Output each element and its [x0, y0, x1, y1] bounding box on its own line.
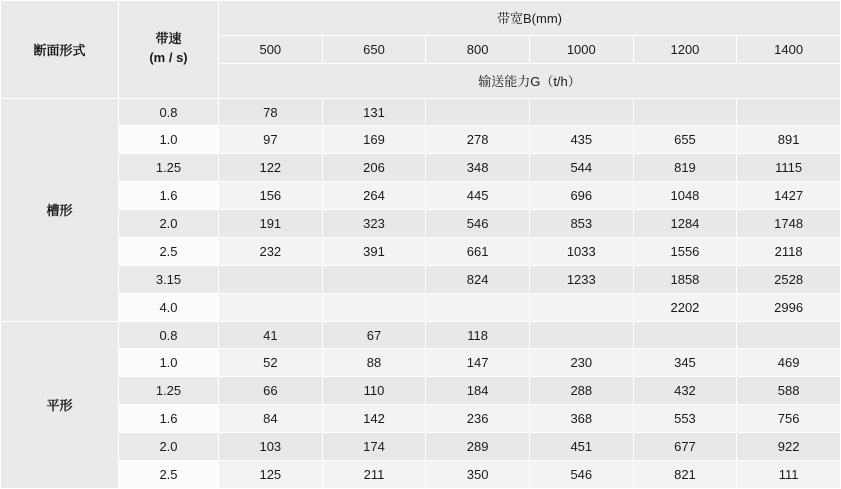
speed-value: 0.8 — [119, 321, 219, 349]
capacity-cell: 2996 — [737, 293, 841, 321]
header-width-1000: 1000 — [529, 35, 633, 63]
capacity-cell: 78 — [219, 98, 323, 126]
capacity-cell: 469 — [737, 349, 841, 377]
speed-value: 1.0 — [119, 349, 219, 377]
capacity-cell: 84 — [219, 405, 323, 433]
capacity-cell: 345 — [633, 349, 737, 377]
capacity-cell: 1033 — [529, 237, 633, 265]
capacity-cell — [737, 98, 841, 126]
speed-value: 2.0 — [119, 433, 219, 461]
capacity-cell: 546 — [426, 210, 530, 238]
capacity-cell — [219, 265, 323, 293]
capacity-cell: 278 — [426, 126, 530, 154]
capacity-cell — [322, 265, 426, 293]
capacity-cell: 288 — [529, 377, 633, 405]
capacity-cell: 236 — [426, 405, 530, 433]
capacity-cell: 41 — [219, 321, 323, 349]
capacity-cell: 391 — [322, 237, 426, 265]
capacity-cell: 891 — [737, 126, 841, 154]
speed-value: 3.15 — [119, 265, 219, 293]
capacity-cell — [529, 321, 633, 349]
table-row — [1, 405, 841, 433]
header-width-800: 800 — [426, 35, 530, 63]
capacity-cell: 435 — [529, 126, 633, 154]
capacity-cell: 147 — [426, 349, 530, 377]
capacity-cell — [529, 98, 633, 126]
header-width-1200: 1200 — [633, 35, 737, 63]
header-width-500: 500 — [219, 35, 323, 63]
speed-value: 4.0 — [119, 293, 219, 321]
capacity-cell: 323 — [322, 210, 426, 238]
capacity-cell: 824 — [426, 265, 530, 293]
header-belt-width-group: 带宽B(mm) — [219, 1, 841, 36]
capacity-cell: 553 — [633, 405, 737, 433]
table-row — [1, 237, 841, 265]
header-capacity-label: 输送能力G（t/h） — [219, 63, 841, 98]
speed-value: 1.25 — [119, 154, 219, 182]
speed-value: 2.5 — [119, 460, 219, 488]
capacity-cell: 348 — [426, 154, 530, 182]
capacity-cell: 853 — [529, 210, 633, 238]
table-row — [1, 321, 841, 349]
capacity-cell: 52 — [219, 349, 323, 377]
capacity-cell: 289 — [426, 433, 530, 461]
table-row — [1, 433, 841, 461]
capacity-cell: 677 — [633, 433, 737, 461]
group-label-flat: 平形 — [1, 321, 119, 488]
capacity-cell: 110 — [322, 377, 426, 405]
table-row — [1, 210, 841, 238]
capacity-cell — [322, 293, 426, 321]
capacity-cell: 588 — [737, 377, 841, 405]
table-row — [1, 182, 841, 210]
capacity-cell — [426, 293, 530, 321]
table-row — [1, 265, 841, 293]
capacity-cell: 125 — [219, 460, 323, 488]
capacity-cell — [219, 293, 323, 321]
speed-value: 0.8 — [119, 98, 219, 126]
capacity-cell: 655 — [633, 126, 737, 154]
header-width-650: 650 — [322, 35, 426, 63]
table-row — [1, 377, 841, 405]
capacity-cell: 142 — [322, 405, 426, 433]
header-section-shape: 断面形式 — [1, 1, 119, 99]
speed-value: 1.0 — [119, 126, 219, 154]
table-header-row-1 — [1, 1, 841, 36]
header-belt-speed-line2: (m / s) — [149, 50, 188, 66]
capacity-cell: 819 — [633, 154, 737, 182]
capacity-cell: 1284 — [633, 210, 737, 238]
capacity-cell: 230 — [529, 349, 633, 377]
capacity-cell: 156 — [219, 182, 323, 210]
capacity-cell: 696 — [529, 182, 633, 210]
capacity-cell — [633, 321, 737, 349]
capacity-cell — [426, 98, 530, 126]
capacity-cell: 451 — [529, 433, 633, 461]
capacity-cell: 111 — [737, 460, 841, 488]
capacity-cell: 1233 — [529, 265, 633, 293]
table-row — [1, 98, 841, 126]
capacity-cell: 756 — [737, 405, 841, 433]
capacity-cell: 661 — [426, 237, 530, 265]
speed-value: 2.0 — [119, 210, 219, 238]
header-belt-speed — [119, 1, 219, 99]
capacity-cell: 131 — [322, 98, 426, 126]
capacity-cell: 66 — [219, 377, 323, 405]
capacity-cell: 122 — [219, 154, 323, 182]
capacity-cell: 922 — [737, 433, 841, 461]
capacity-cell: 368 — [529, 405, 633, 433]
capacity-cell: 88 — [322, 349, 426, 377]
capacity-cell: 103 — [219, 433, 323, 461]
capacity-cell — [633, 98, 737, 126]
capacity-cell: 1748 — [737, 210, 841, 238]
capacity-cell: 169 — [322, 126, 426, 154]
capacity-cell: 184 — [426, 377, 530, 405]
capacity-cell: 232 — [219, 237, 323, 265]
capacity-cell: 2528 — [737, 265, 841, 293]
capacity-cell: 264 — [322, 182, 426, 210]
capacity-cell: 546 — [529, 460, 633, 488]
capacity-cell: 821 — [633, 460, 737, 488]
capacity-cell: 350 — [426, 460, 530, 488]
capacity-cell: 174 — [322, 433, 426, 461]
capacity-cell: 97 — [219, 126, 323, 154]
speed-value: 1.25 — [119, 377, 219, 405]
capacity-cell: 2202 — [633, 293, 737, 321]
capacity-cell: 211 — [322, 460, 426, 488]
capacity-cell — [529, 293, 633, 321]
capacity-cell: 1427 — [737, 182, 841, 210]
group-label-trough: 槽形 — [1, 98, 119, 321]
capacity-cell: 544 — [529, 154, 633, 182]
speed-value: 1.6 — [119, 182, 219, 210]
capacity-cell: 2118 — [737, 237, 841, 265]
capacity-cell: 67 — [322, 321, 426, 349]
table-row — [1, 460, 841, 488]
capacity-cell: 191 — [219, 210, 323, 238]
header-belt-speed-line1: 带速 — [155, 31, 182, 47]
table-row — [1, 293, 841, 321]
table-row — [1, 154, 841, 182]
table-row — [1, 349, 841, 377]
capacity-cell: 1858 — [633, 265, 737, 293]
speed-value: 1.6 — [119, 405, 219, 433]
header-width-1400: 1400 — [737, 35, 841, 63]
capacity-cell: 1556 — [633, 237, 737, 265]
capacity-cell: 118 — [426, 321, 530, 349]
capacity-cell: 445 — [426, 182, 530, 210]
capacity-cell: 1115 — [737, 154, 841, 182]
capacity-cell: 1048 — [633, 182, 737, 210]
table-row — [1, 126, 841, 154]
speed-value: 2.5 — [119, 237, 219, 265]
capacity-cell: 432 — [633, 377, 737, 405]
capacity-cell: 206 — [322, 154, 426, 182]
capacity-cell — [737, 321, 841, 349]
